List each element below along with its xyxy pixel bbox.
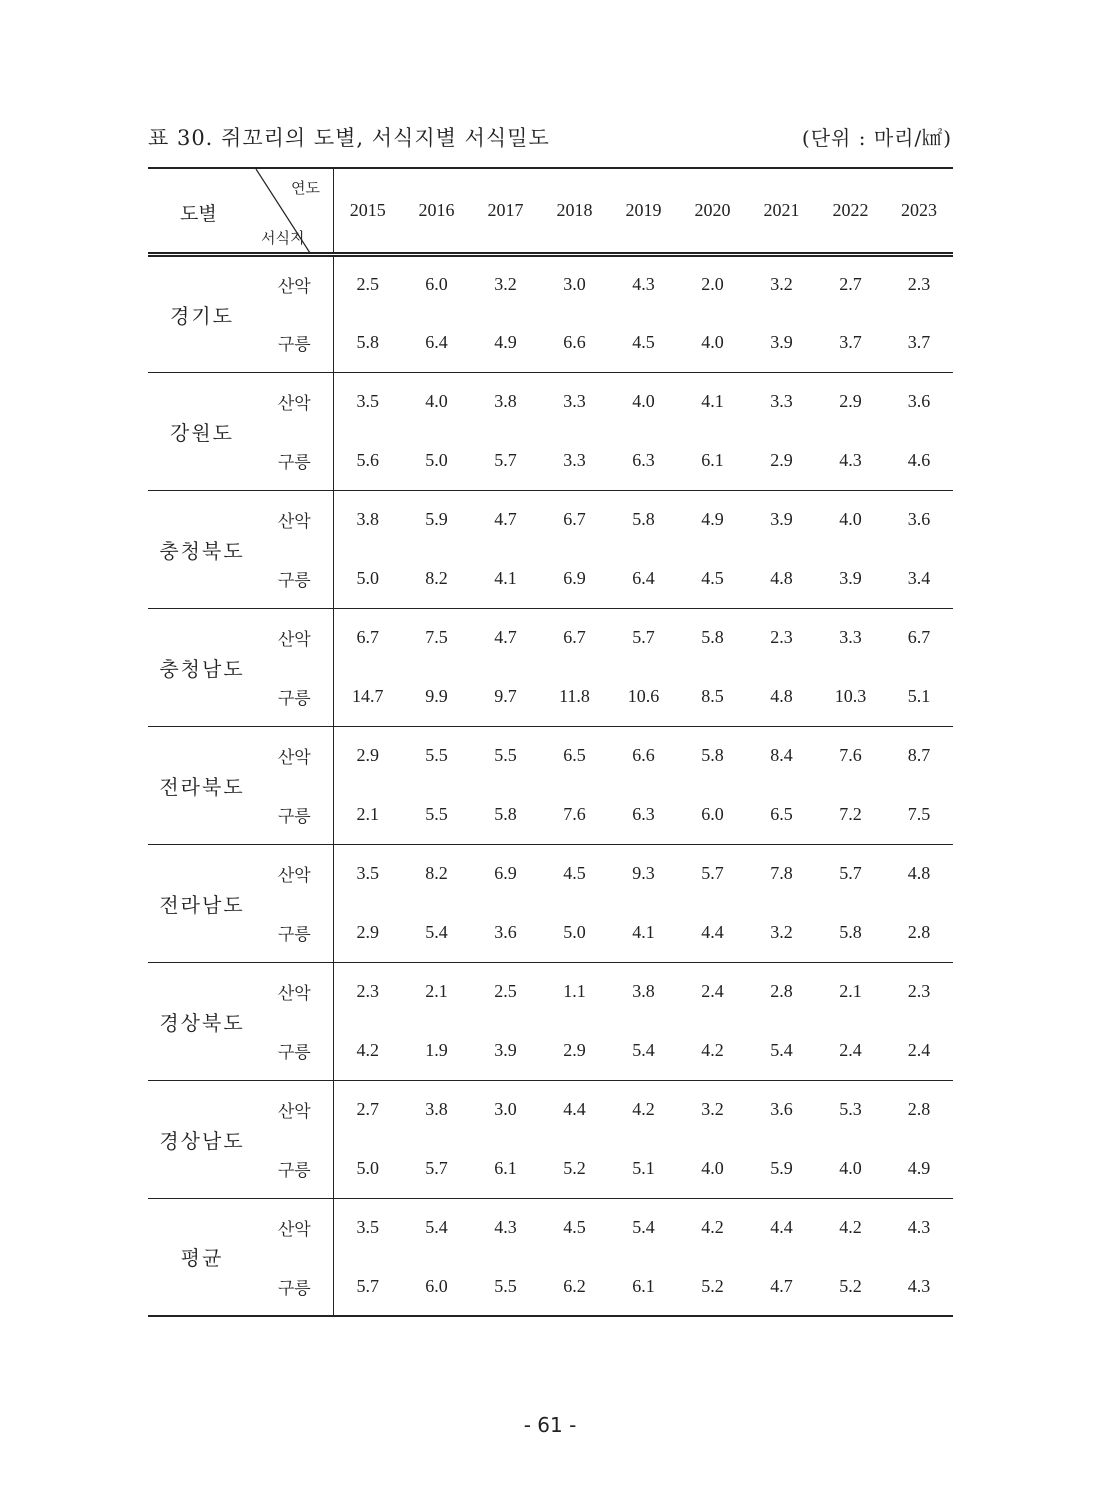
table-row	[148, 785, 953, 844]
value-cell: 5.0	[333, 549, 402, 608]
value-cell: 7.6	[540, 785, 609, 844]
province-cell: 경상북도	[148, 962, 256, 1080]
year-header-cell: 2022	[816, 168, 885, 254]
table-row	[148, 667, 953, 726]
value-cell: 3.6	[907, 509, 931, 530]
value-cell: 5.0	[540, 903, 609, 962]
value-cell: 4.5	[563, 863, 586, 884]
value-cell: 7.6	[839, 745, 862, 766]
value-cell: 6.7	[563, 627, 586, 648]
habitat-cell: 구릉	[256, 785, 333, 844]
value-cell: 2.7	[839, 274, 862, 295]
value-cell: 6.1	[678, 431, 747, 490]
value-cell: 3.9	[747, 313, 816, 372]
value-cell: 2.5	[356, 274, 379, 295]
header-corner	[148, 168, 333, 254]
value-cell: 2.9	[356, 745, 379, 766]
value-cell: 4.1	[609, 903, 678, 962]
value-cell: 2.9	[747, 431, 816, 490]
value-cell: 5.5	[494, 745, 517, 766]
value-cell: 3.7	[885, 313, 953, 372]
value-cell: 2.8	[885, 903, 953, 962]
habitat-cell: 구릉	[256, 1257, 333, 1316]
value-cell: 4.0	[678, 1139, 747, 1198]
value-cell: 5.4	[425, 1217, 448, 1238]
value-cell: 3.9	[770, 509, 793, 530]
value-cell: 2.7	[356, 1099, 379, 1120]
value-cell: 5.8	[471, 785, 540, 844]
province-cell: 충청남도	[148, 608, 256, 726]
value-cell: 3.3	[540, 431, 609, 490]
value-cell: 3.3	[563, 391, 586, 412]
table-row	[148, 1080, 953, 1139]
value-cell: 2.9	[333, 903, 402, 962]
year-header-cell: 2020	[678, 168, 747, 254]
value-cell: 5.3	[839, 1099, 862, 1120]
habitat-cell: 산악	[256, 962, 333, 1021]
value-cell: 4.8	[747, 667, 816, 726]
value-cell: 5.4	[632, 1217, 655, 1238]
value-cell: 2.4	[885, 1021, 953, 1080]
value-cell: 6.9	[540, 549, 609, 608]
value-cell: 5.1	[885, 667, 953, 726]
table-row	[148, 372, 953, 431]
value-cell: 10.6	[609, 667, 678, 726]
value-cell: 5.5	[425, 745, 448, 766]
habitat-cell: 구릉	[256, 549, 333, 608]
year-header: 연도	[291, 179, 320, 197]
table-row	[148, 1139, 953, 1198]
value-cell: 4.0	[678, 313, 747, 372]
table-row	[148, 903, 953, 962]
value-cell: 4.7	[494, 509, 517, 530]
value-cell: 6.1	[609, 1257, 678, 1316]
year-header-cell: 2015	[333, 168, 402, 254]
table-row	[148, 1021, 953, 1080]
province-cell: 강원도	[148, 372, 256, 490]
value-cell: 4.1	[471, 549, 540, 608]
year-header-cell: 2021	[747, 168, 816, 254]
page-number: - 61 -	[523, 1413, 577, 1437]
value-cell: 3.6	[770, 1099, 793, 1120]
value-cell: 3.8	[425, 1099, 448, 1120]
table-row	[148, 549, 953, 608]
value-cell: 3.9	[471, 1021, 540, 1080]
value-cell: 9.9	[402, 667, 471, 726]
value-cell: 2.4	[816, 1021, 885, 1080]
value-cell: 7.5	[425, 627, 448, 648]
habitat-cell: 산악	[256, 726, 333, 785]
value-cell: 3.2	[494, 274, 517, 295]
habitat-cell: 구릉	[256, 313, 333, 372]
value-cell: 7.2	[816, 785, 885, 844]
value-cell: 4.2	[678, 1021, 747, 1080]
value-cell: 5.6	[333, 431, 402, 490]
value-cell: 5.7	[333, 1257, 402, 1316]
province-cell: 충청북도	[148, 490, 256, 608]
value-cell: 2.4	[701, 981, 724, 1002]
year-header-cell: 2023	[885, 168, 953, 254]
value-cell: 2.0	[701, 274, 724, 295]
province-cell: 경기도	[148, 254, 256, 372]
habitat-cell: 산악	[256, 608, 333, 667]
value-cell: 5.7	[839, 863, 862, 884]
value-cell: 5.8	[632, 509, 655, 530]
value-cell: 8.2	[425, 863, 448, 884]
value-cell: 8.4	[770, 745, 793, 766]
habitat-cell: 산악	[256, 254, 333, 313]
table-row	[148, 431, 953, 490]
value-cell: 2.9	[839, 391, 862, 412]
value-cell: 4.2	[333, 1021, 402, 1080]
value-cell: 3.3	[770, 391, 793, 412]
value-cell: 4.3	[816, 431, 885, 490]
value-cell: 3.6	[471, 903, 540, 962]
habitat-cell: 구릉	[256, 431, 333, 490]
value-cell: 4.9	[701, 509, 724, 530]
value-cell: 5.7	[701, 863, 724, 884]
value-cell: 7.8	[770, 863, 793, 884]
table-caption	[148, 122, 952, 156]
table-unit: (단위 : 마리/㎢)	[801, 126, 952, 150]
value-cell: 4.0	[425, 391, 448, 412]
province-cell: 평균	[148, 1198, 256, 1316]
table-row	[148, 254, 953, 313]
value-cell: 2.8	[770, 981, 793, 1002]
value-cell: 3.2	[747, 903, 816, 962]
table-row	[148, 1198, 953, 1257]
value-cell: 3.5	[356, 863, 379, 884]
value-cell: 4.9	[885, 1139, 953, 1198]
value-cell: 3.9	[816, 549, 885, 608]
value-cell: 3.8	[356, 509, 379, 530]
value-cell: 2.9	[540, 1021, 609, 1080]
value-cell: 3.5	[356, 1217, 379, 1238]
value-cell: 4.4	[563, 1099, 586, 1120]
value-cell: 9.7	[471, 667, 540, 726]
value-cell: 4.8	[907, 863, 931, 884]
value-cell: 6.0	[678, 785, 747, 844]
value-cell: 6.4	[609, 549, 678, 608]
value-cell: 5.8	[701, 627, 724, 648]
table-row	[148, 313, 953, 372]
value-cell: 3.7	[816, 313, 885, 372]
value-cell: 10.3	[816, 667, 885, 726]
table-row	[148, 1257, 953, 1316]
value-cell: 5.2	[816, 1257, 885, 1316]
value-cell: 4.5	[678, 549, 747, 608]
value-cell: 4.0	[632, 391, 655, 412]
value-cell: 6.5	[563, 745, 586, 766]
value-cell: 6.6	[540, 313, 609, 372]
value-cell: 3.8	[632, 981, 655, 1002]
value-cell: 2.5	[494, 981, 517, 1002]
table-body	[148, 254, 953, 1316]
value-cell: 6.7	[907, 627, 931, 648]
value-cell: 4.2	[632, 1099, 655, 1120]
habitat-cell: 산악	[256, 1080, 333, 1139]
value-cell: 6.6	[632, 745, 655, 766]
value-cell: 5.5	[471, 1257, 540, 1316]
value-cell: 5.0	[333, 1139, 402, 1198]
value-cell: 6.5	[747, 785, 816, 844]
province-header: 도별	[180, 203, 217, 225]
habitat-cell: 산악	[256, 490, 333, 549]
table-row	[148, 726, 953, 785]
value-cell: 5.7	[632, 627, 655, 648]
value-cell: 4.4	[770, 1217, 793, 1238]
value-cell: 3.4	[885, 549, 953, 608]
value-cell: 9.3	[632, 863, 655, 884]
value-cell: 6.7	[356, 627, 379, 648]
value-cell: 6.0	[402, 1257, 471, 1316]
value-cell: 5.1	[609, 1139, 678, 1198]
value-cell: 1.9	[402, 1021, 471, 1080]
header-row	[148, 168, 953, 254]
value-cell: 6.1	[471, 1139, 540, 1198]
value-cell: 2.3	[356, 981, 379, 1002]
value-cell: 6.9	[494, 863, 517, 884]
habitat-cell: 구릉	[256, 1021, 333, 1080]
year-header-cell: 2016	[402, 168, 471, 254]
value-cell: 2.1	[425, 981, 448, 1002]
habitat-cell: 구릉	[256, 667, 333, 726]
density-table	[148, 167, 953, 1317]
value-cell: 4.1	[701, 391, 724, 412]
value-cell: 5.2	[678, 1257, 747, 1316]
value-cell: 5.5	[402, 785, 471, 844]
value-cell: 3.2	[701, 1099, 724, 1120]
value-cell: 14.7	[333, 667, 402, 726]
value-cell: 11.8	[540, 667, 609, 726]
value-cell: 4.2	[839, 1217, 862, 1238]
year-header-cell: 2018	[540, 168, 609, 254]
value-cell: 6.2	[540, 1257, 609, 1316]
value-cell: 3.0	[494, 1099, 517, 1120]
year-header-cell: 2019	[609, 168, 678, 254]
value-cell: 2.3	[770, 627, 793, 648]
value-cell: 5.2	[540, 1139, 609, 1198]
value-cell: 4.7	[747, 1257, 816, 1316]
value-cell: 5.4	[402, 903, 471, 962]
habitat-cell: 산악	[256, 372, 333, 431]
value-cell: 4.0	[816, 1139, 885, 1198]
province-cell: 경상남도	[148, 1080, 256, 1198]
value-cell: 2.1	[839, 981, 862, 1002]
habitat-cell: 구릉	[256, 1139, 333, 1198]
value-cell: 4.7	[494, 627, 517, 648]
value-cell: 6.3	[609, 785, 678, 844]
table-row	[148, 608, 953, 667]
value-cell: 5.8	[816, 903, 885, 962]
value-cell: 8.2	[402, 549, 471, 608]
value-cell: 1.1	[563, 981, 586, 1002]
value-cell: 3.2	[770, 274, 793, 295]
value-cell: 6.3	[609, 431, 678, 490]
value-cell: 3.6	[907, 391, 931, 412]
value-cell: 4.3	[494, 1217, 517, 1238]
value-cell: 4.2	[701, 1217, 724, 1238]
value-cell: 4.5	[609, 313, 678, 372]
value-cell: 5.9	[425, 509, 448, 530]
habitat-header: 서식지	[261, 229, 305, 247]
table-title: 표 30. 쥐꼬리의 도별, 서식지별 서식밀도	[148, 126, 550, 150]
value-cell: 6.7	[563, 509, 586, 530]
value-cell: 3.8	[494, 391, 517, 412]
value-cell: 6.0	[425, 274, 448, 295]
value-cell: 4.3	[885, 1257, 953, 1316]
table-row	[148, 490, 953, 549]
value-cell: 4.3	[632, 274, 655, 295]
value-cell: 3.0	[563, 274, 586, 295]
table-row	[148, 844, 953, 903]
value-cell: 6.4	[402, 313, 471, 372]
value-cell: 4.0	[839, 509, 862, 530]
value-cell: 8.5	[678, 667, 747, 726]
value-cell: 5.7	[471, 431, 540, 490]
value-cell: 4.8	[747, 549, 816, 608]
table-row	[148, 962, 953, 1021]
province-cell: 전라남도	[148, 844, 256, 962]
value-cell: 5.4	[609, 1021, 678, 1080]
value-cell: 7.5	[885, 785, 953, 844]
value-cell: 5.4	[747, 1021, 816, 1080]
value-cell: 5.9	[747, 1139, 816, 1198]
value-cell: 4.6	[885, 431, 953, 490]
value-cell: 4.9	[471, 313, 540, 372]
value-cell: 4.3	[907, 1217, 931, 1238]
value-cell: 8.7	[907, 745, 931, 766]
habitat-cell: 산악	[256, 844, 333, 903]
value-cell: 4.5	[563, 1217, 586, 1238]
value-cell: 2.8	[907, 1099, 931, 1120]
value-cell: 5.8	[701, 745, 724, 766]
province-cell: 전라북도	[148, 726, 256, 844]
value-cell: 2.3	[907, 274, 931, 295]
value-cell: 2.3	[907, 981, 931, 1002]
year-header-cell: 2017	[471, 168, 540, 254]
value-cell: 2.1	[333, 785, 402, 844]
value-cell: 5.8	[333, 313, 402, 372]
value-cell: 5.7	[402, 1139, 471, 1198]
habitat-cell: 산악	[256, 1198, 333, 1257]
habitat-cell: 구릉	[256, 903, 333, 962]
value-cell: 3.5	[356, 391, 379, 412]
value-cell: 3.3	[839, 627, 862, 648]
value-cell: 5.0	[402, 431, 471, 490]
value-cell: 4.4	[678, 903, 747, 962]
